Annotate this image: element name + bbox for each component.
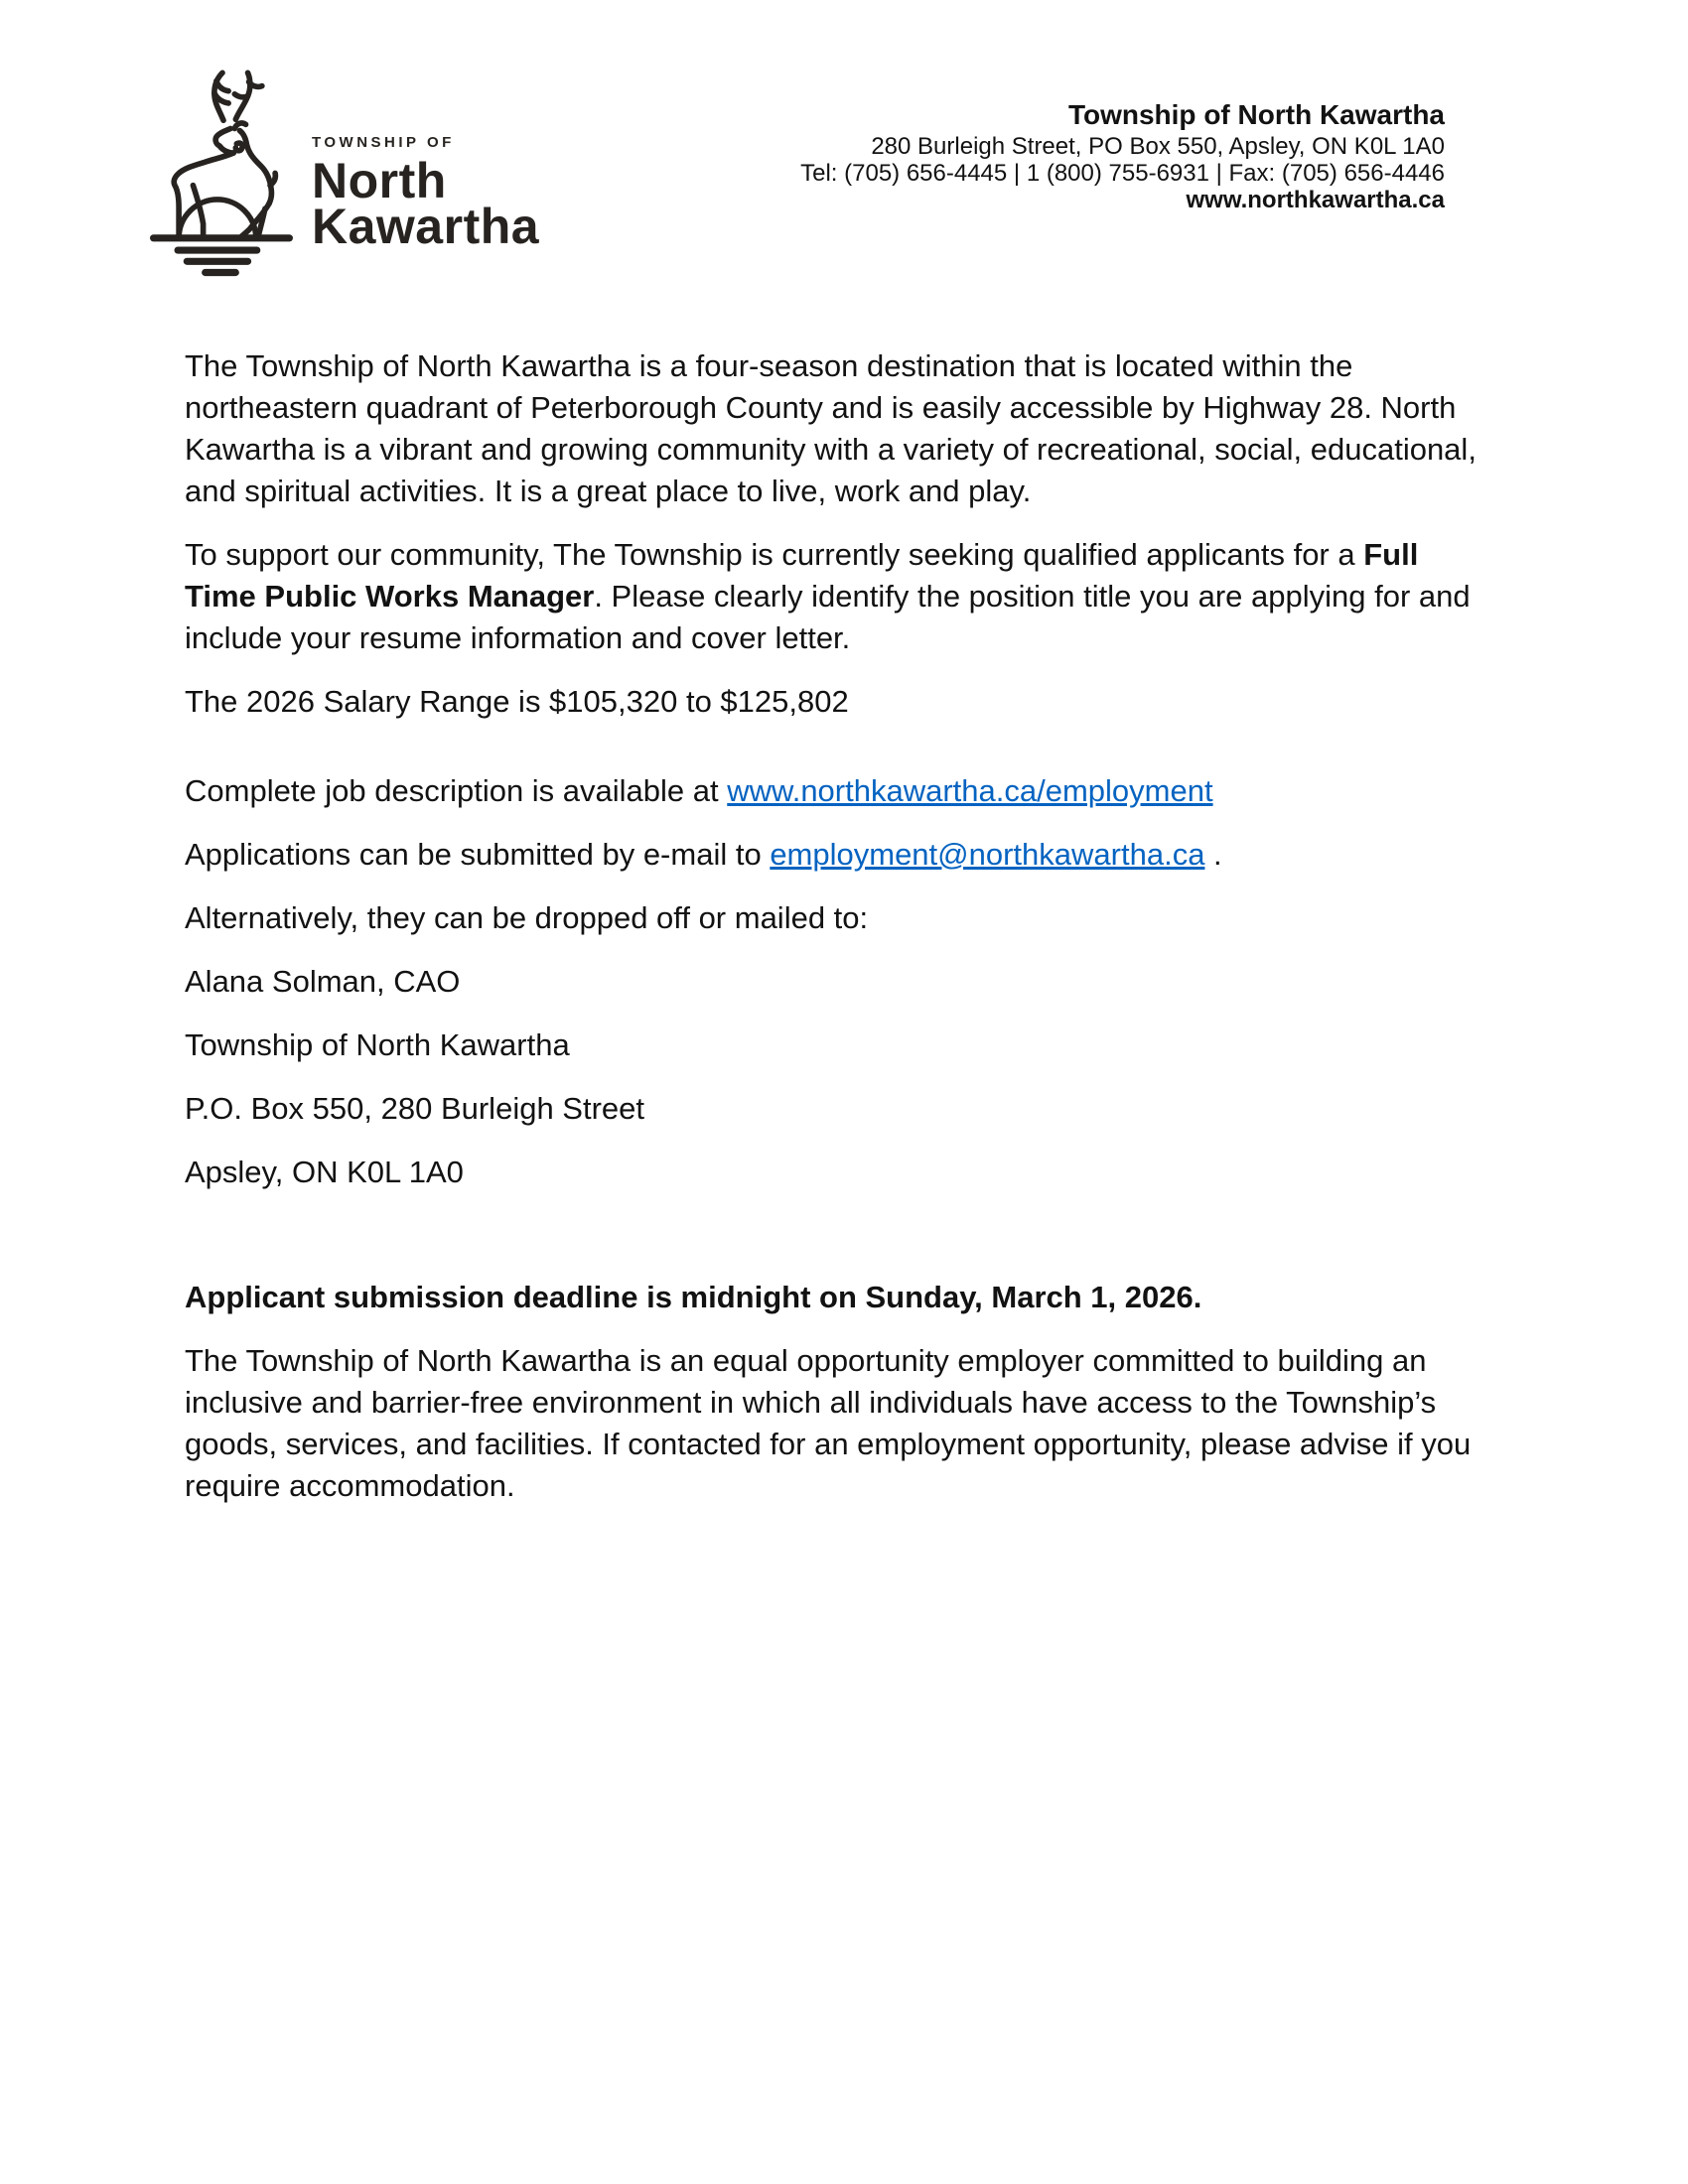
job-description-prefix: Complete job description is available at — [185, 773, 728, 808]
contact-address-line1: P.O. Box 550, 280 Burleigh Street — [185, 1091, 645, 1126]
job-description-paragraph — [185, 770, 1481, 812]
org-address: 280 Burleigh Street, PO Box 550, Apsley, ON K0L 1A0 — [871, 133, 1445, 160]
letter-body — [185, 345, 1481, 1529]
township-logo — [147, 58, 539, 296]
deadline-line: Applicant submission deadline is midnight on Sunday, March 1, 2026. — [185, 1280, 1202, 1314]
position-title: Full Time Public Works Manager — [185, 537, 1419, 614]
seeking-suffix: . Please clearly identify the position title you are applying for and include your resume information and cover letter. — [185, 579, 1471, 655]
apply-paragraph — [185, 834, 1481, 876]
logo-wordmark — [312, 58, 540, 254]
employment-email-link[interactable]: employment@northkawartha.ca — [770, 837, 1205, 872]
logo-name-line2: Kawartha — [312, 199, 540, 254]
intro-paragraph: The Township of North Kawartha is a four-season destination that is located within the northeastern quadrant of Peterborough County and is easily accessible by Highway 28. North Kawartha is a vibrant and growing community with a variety of recreational, social, educational, and spiritual activities. It is a great place to live, work and play. — [185, 348, 1477, 508]
deer-sun-icon — [147, 58, 296, 296]
logo-name-line1: North — [312, 153, 447, 208]
org-phone-line: Tel: (705) 656-4445 | 1 (800) 755-6931 | Fax: (705) 656-4446 — [800, 160, 1445, 187]
apply-suffix: . — [1204, 837, 1222, 872]
org-website: www.northkawartha.ca — [1186, 187, 1445, 213]
seeking-prefix: To support our community, The Township is currently seeking qualified applicants for a — [185, 537, 1364, 572]
contact-address-line2: Apsley, ON K0L 1A0 — [185, 1155, 464, 1189]
blank-line — [185, 1215, 1481, 1277]
contact-name-line: Alana Solman, CAO — [185, 964, 461, 999]
salary-line: The 2026 Salary Range is $105,320 to $125,802 — [185, 684, 849, 719]
logo-township-of: TOWNSHIP OF — [312, 134, 455, 151]
blank-line — [185, 745, 1481, 770]
org-name: Township of North Kawartha — [1067, 99, 1445, 130]
employment-page-link[interactable]: www.northkawartha.ca/employment — [727, 773, 1213, 808]
alternative-line: Alternatively, they can be dropped off or mailed to: — [185, 900, 869, 935]
equal-opportunity-paragraph: The Township of North Kawartha is an equal opportunity employer committed to building an inclusive and barrier-free environment in which all individuals have access to the Township’s goods, services, and facilities. If contacted for an employment opportunity, please advise if you require accommodation. — [185, 1343, 1472, 1503]
contact-org-line: Township of North Kawartha — [185, 1027, 570, 1062]
letterhead-contact-block — [800, 97, 1445, 213]
apply-prefix: Applications can be submitted by e-mail to — [185, 837, 771, 872]
seeking-paragraph — [185, 534, 1481, 659]
